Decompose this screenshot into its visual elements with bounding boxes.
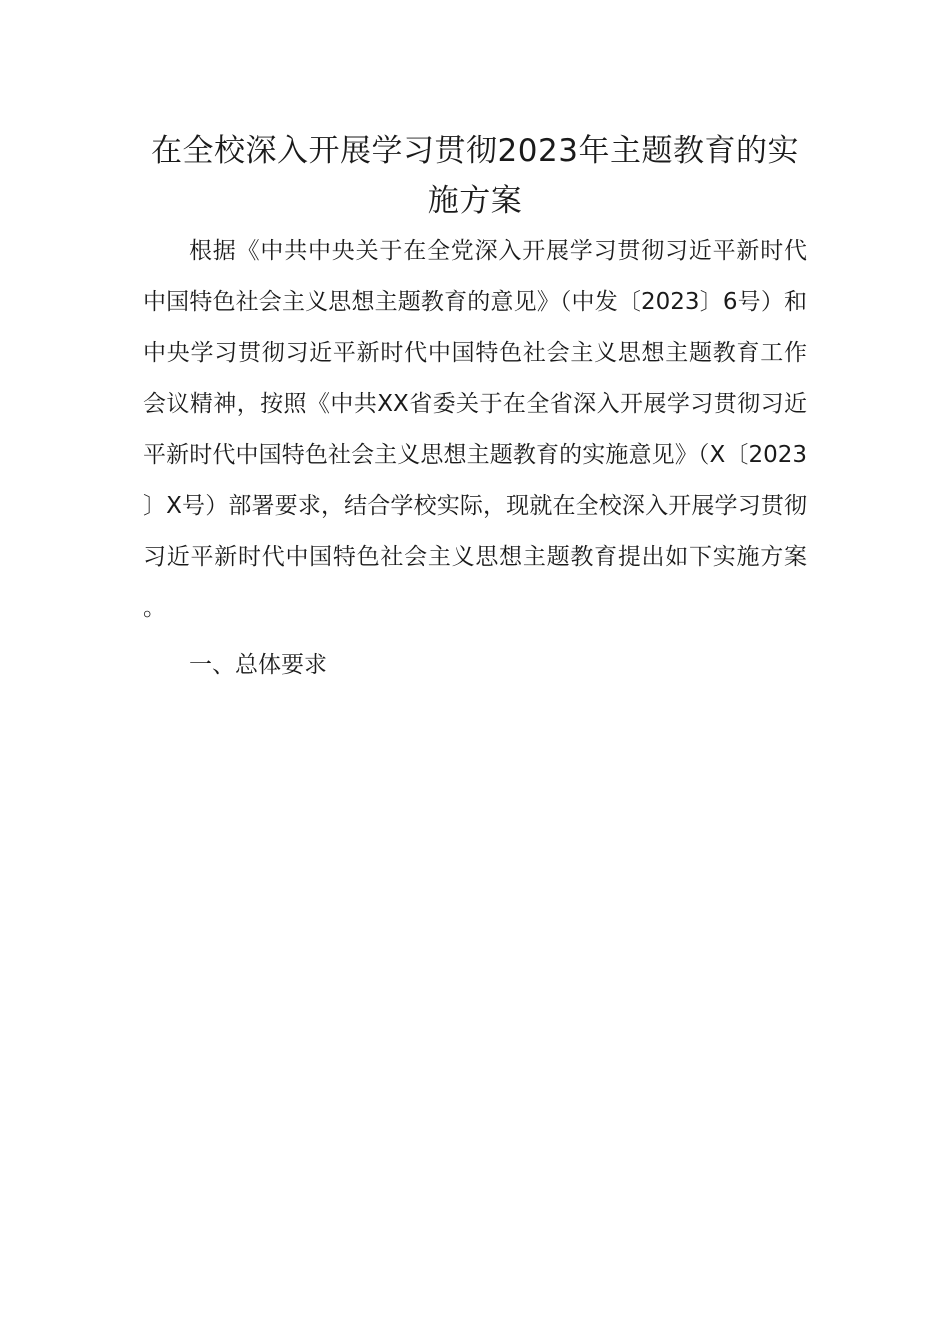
document-body (143, 126, 807, 691)
section-heading-general-requirements: 一、总体要求 (189, 652, 327, 678)
document-title: 在全校深入开展学习贯彻2023年主题教育的实施方案 (151, 133, 799, 219)
intro-paragraph: 根据《中共中央关于在全党深入开展学习贯彻习近平新时代中国特色社会主义思想主题教育的意见》（中发〔2023〕6号）和中央学习贯彻习近平新时代中国特色社会主义思想主题教育工作会议精神，按照《中共XX省委关于在全省深入开展学习贯彻习近平新时代中国特色社会主义思想主题教育的实施意见》（X〔2023〕X号）部署要求，结合学校实际，现就在全校深入开展学习贯彻习近平新时代中国特色社会主义思想主题教育提出如下实施方案。 (143, 238, 807, 621)
